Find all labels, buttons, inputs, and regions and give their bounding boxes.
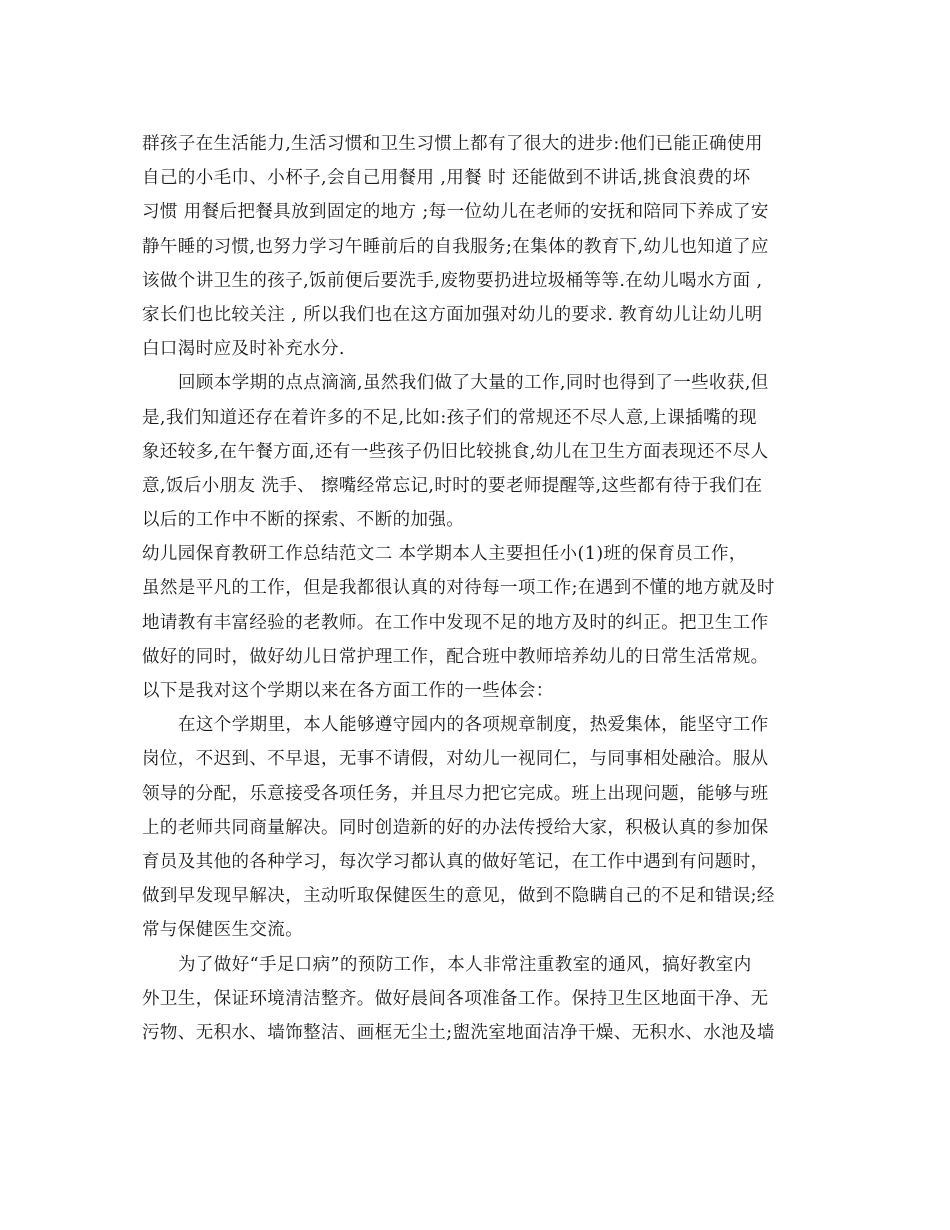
- text-line: 象还较多,在午餐方面,还有一些孩子仍旧比较挑食,幼儿在卫生方面表现还不尽人: [142, 441, 769, 462]
- text-line: 外卫生，保证环境清洁整齐。做好晨间各项准备工作。保持卫生区地面干净、无: [142, 988, 769, 1009]
- text-line: 意,饭后小朋友 洗手、 擦嘴经常忘记,时时的要老师提醒等,这些都有待于我们在: [142, 475, 763, 496]
- text-line: 习惯 用餐后把餐具放到固定的地方 ;每一位幼儿在老师的安抚和陪同下养成了安: [142, 202, 769, 223]
- paragraph-start-line: 在这个学期里，本人能够遵守园内的各项规章制度，热爱集体，能坚守工作: [178, 715, 769, 736]
- text-line: 上的老师共同商量解决。同时创造新的好的办法传授给大家，积极认真的参加保: [142, 817, 769, 838]
- text-line: 虽然是平凡的工作，但是我都很认真的对待每一项工作;在遇到不懂的地方就及时: [142, 578, 775, 599]
- section-heading-line: 幼儿园保育教研工作总结范文二 本学期本人主要担任小(1)班的保育员工作，: [142, 544, 747, 565]
- paragraph-start-line: 回顾本学期的点点滴滴,虽然我们做了大量的工作,同时也得到了一些收获,但: [178, 373, 769, 394]
- text-line: 常与保健医生交流。: [142, 920, 304, 941]
- document-page: [142, 127, 810, 1050]
- text-line: 白口渴时应及时补充水分.: [142, 339, 345, 360]
- text-line: 家长们也比较关注 , 所以我们也在这方面加强对幼儿的要求. 教育幼儿让幼儿明: [142, 304, 763, 325]
- text-line: 以下是我对这个学期以来在各方面工作的一些体会：: [142, 681, 554, 701]
- text-line: 群孩子在生活能力,生活习惯和卫生习惯上都有了很大的进步:他们已能正确使用: [142, 134, 763, 154]
- text-line: 污物、无积水、墙饰整洁、画框无尘土;盥洗室地面洁净干燥、无积水、水池及墙: [142, 1022, 775, 1043]
- text-line: 该做个讲卫生的孩子,饭前便后要洗手,废物要扔进垃圾桶等等.在幼儿喝水方面 ,: [142, 270, 763, 291]
- text-line: 做到早发现早解决，主动听取保健医生的意见，做到不隐瞒自己的不足和错误;经: [142, 886, 775, 907]
- text-line: 自己的小毛巾、小杯子,会自己用餐用 ,用餐 时 还能做到不讲话,挑食浪费的坏: [142, 168, 751, 189]
- paragraph-start-line: 为了做好“手足口病”的预防工作，本人非常注重教室的通风，搞好教室内: [178, 954, 752, 975]
- text-line: 领导的分配，乐意接受各项任务，并且尽力把它完成。班上出现问题，能够与班: [142, 783, 769, 804]
- text-line: 岗位，不迟到、不早退，无事不请假，对幼儿一视同仁，与同事相处融洽。服从: [142, 749, 769, 770]
- text-line: 做好的同时，做好幼儿日常护理工作，配合班中教师培养幼儿的日常生活常规。: [142, 646, 769, 667]
- text-line: 以后的工作中不断的探索、不断的加强。: [142, 510, 465, 531]
- text-line: 地请教有丰富经验的老教师。在工作中发现不足的地方及时的纠正。把卫生工作: [142, 612, 769, 633]
- text-line: 是,我们知道还存在着许多的不足,比如:孩子们的常规还不尽人意,上课插嘴的现: [142, 407, 757, 428]
- text-line: 育员及其他的各种学习，每次学习都认真的做好笔记，在工作中遇到有问题时，: [142, 851, 769, 872]
- text-line: 静午睡的习惯,也努力学习午睡前后的自我服务;在集体的教育下,幼儿也知道了应: [142, 236, 769, 257]
